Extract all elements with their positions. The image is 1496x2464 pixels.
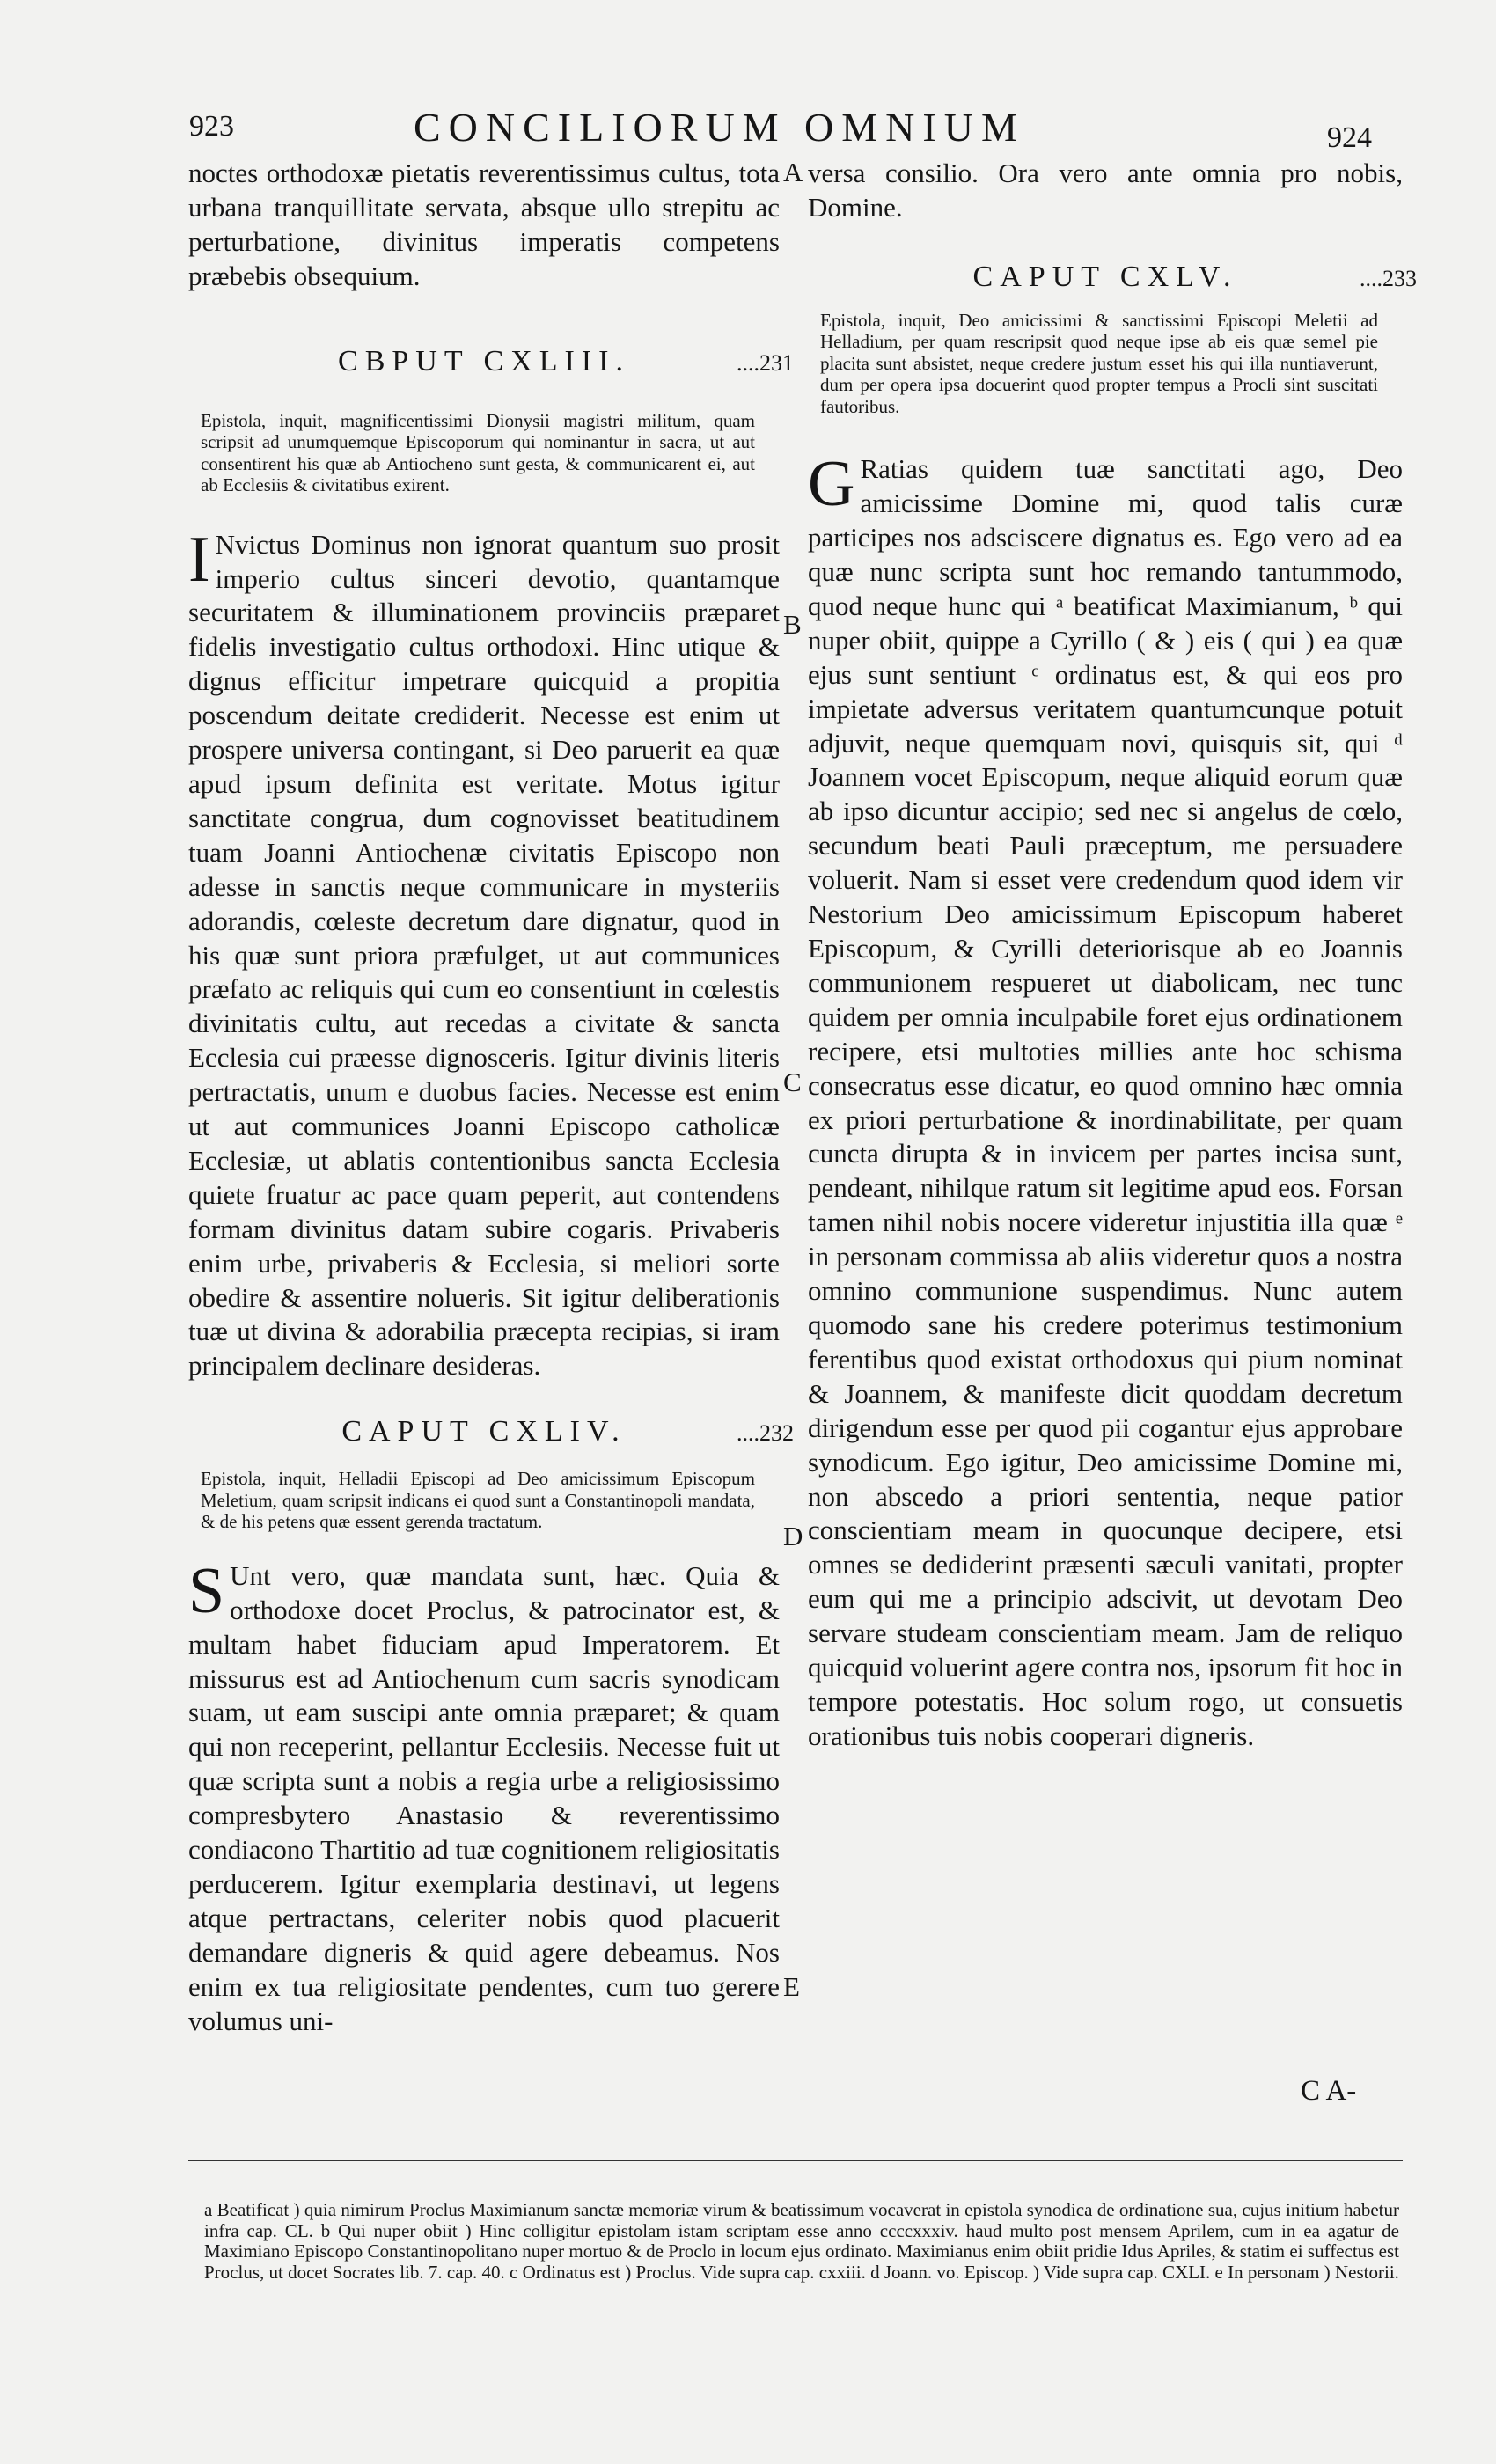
right-column [808,157,1417,1754]
chapter-145-number: ....233 [1360,265,1417,291]
margin-letter-a: A [783,157,803,187]
catchword: C A- [1301,2075,1357,2107]
chapter-143-initial: I [188,523,210,596]
right-intro-text: versa consilio. Ora vero ante omnia pro nobis, Domine. [808,158,1403,223]
left-column-number: 923 [189,110,234,143]
footnotes: a Beatificat ) quia nimirum Proclus Maximianum sanctæ memoriæ virum & beatissimum vocaverat in epistola synodica de ordinatione sua, cujus initium habetur infra cap. CL. b Qui nuper obiit ) Hinc colligitur epistolam istam scriptam esse anno ccccxxxiv. haud multo post mensem Aprilem, cum in ea agatur de Maximiano Episcopo Constantinopolitano nuper mortuo & de Proclo in locum ejus ordinato. Maximianus enim obiit pridie Idus Apriles, & statim ei suffectus est Proclus, ut docet Socrates lib. 7. cap. 40. c Ordinatus est ) Proclus. Vide supra cap. cxxiii. d Joann. vo. Episcop. ) Vide supra cap. CXLI. e In personam ) Nestorii. [204,2199,1399,2283]
chapter-145-heading [808,260,1417,294]
chapter-145-body [808,448,1403,1753]
margin-letter-b: B [783,609,802,640]
margin-letter-c: C [783,1067,802,1097]
chapter-145-text: Ratias quidem tuæ sanctitati ago, Deo amicissime Domine mi, quod talis curæ participes nos adsciscere dignatus es. Ego vero ad ea quæ nunc scripta sunt hoc remando tantummodo, quod neque hunc qui ᵃ beatificat Maximianum, ᵇ qui nuper obiit, quippe a Cyrillo ( & ) eis ( qui ) ea quæ ejus sunt sentiunt ᶜ ordinatus est, & qui eos pro impietate adversus veritatem quantumcunque potuit adjuvit, neque quemquam novi, quisquis sit, qui ᵈ Joannem vocet Episcopum, neque aliquid eorum quæ ab ipso dicuntur accipio; sed nec si angelus de cœlo, secundum beati Pauli præceptum, me persuadere voluerit. Nam si esset vere credendum quod idem vir Nestorium Deo amicissimum Episcopum haberet Episcopum, & Cyrilli deteriorisque ab eo Joannis communionem respueret ut diabolicam, nec tunc quidem per omnia inculpabile foret ejus ordinationem recipere, etsi multoties millies ante hoc schisma consecratus esse dicatur, eo quod omnino hæc omnia ex priori perturbatione & inordinabilitate, per quam cuncta dirupta & in invicem per partes incisa sunt, pendeant, nihilque ratum sit legitime apud eos. Forsan tamen nihil nobis nocere videretur injustitia illa quæ ᵉ in personam commissa ab aliis videretur quos a nostra omnino communione suspendimus. Nunc autem quomodo sane his credere poterimus testimonium ferentibus quod existat orthodoxus qui pium nominat & Joannem, & manifeste dicit quoddam decretum dirigendum esse per quod pii cogantur ejus approbare synodicum. Ego igitur, Deo amicissime Domine mi, non abscedo a priori sententia, neque patior conscientiam meam in quocunque decipere, etsi omnes se dediderint præsenti sæculi vanitati, propter eum qui me a principio adscivit, ut devotam Deo servare studeam conscientiam meam. Jam de reliquo quicquid voluerint agere contra nos, ipsorum fit hoc in tempore potestatis. Hoc solum rogo, ut consuetis orationibus tuis nobis cooperari digneris. [808,453,1403,1751]
running-title: CONCILIORUM OMNIUM [414,105,1025,150]
chapter-144-body [188,1554,780,2039]
chapter-145-title: CAPUT CXLV. [972,260,1238,293]
chapter-143-number: ....231 [737,349,794,376]
left-intro-text: noctes orthodoxæ pietatis reverentissimus cultus, tota urbana tranquillitate servata, absque ullo strepitu ac perturbatione, divinitus imperatis competens præbebis obsequium. [188,158,780,291]
chapter-143-text: Nvictus Dominus non ignorat quantum suo prosit imperio cultus sinceri devotio, quantamque securitatem & illuminationem provinciis præparet fidelis investigatio cultus orthodoxi. Hinc utique & dignus efficitur impetrare quicquid a propitia poscendum deitate crediderit. Necesse est enim ut prospere universa contingant, si Deo paruerit ea quæ apud ipsum definita est veritate. Motus igitur sanctitate congrua, dum cognovisset beatitudinem tuam Joanni Antiochenæ civitatis Episcopo non adesse in sanctis neque communicare in mysteriis adorandis, cœleste decretum dare dignatur, quod in his quæ sunt priora præfulget, ut aut communices præfato ac reliquis qui cum eo consentiunt in cœlestis divinitatis cultu, aut recedas a civitate & sancta Ecclesia cui præesse dignosceris. Igitur divinis literis pertractatis, unum e duobus facies. Necesse est enim ut aut communices Joanni Episcopo catholicæ Ecclesiæ, ut ablatis contentionibus sancta Ecclesia quiete fruatur ac pace quam peperit, aut contendens formam divinitus datam subire cogaris. Privaberis enim urbe, privaberis & Ecclesia, si meliori sorte obedire & assentire nolueris. Sit igitur deliberationis tuæ ut divina & adorabilia præcepta recipias, si iram principalem declinare desideras. [188,528,780,1382]
chapter-144-number: ....232 [737,1420,794,1447]
chapter-143-summary: Epistola, inquit, magnificentissimi Dionysii magistri militum, quam scripsit ad unumquemque Episcoporum qui nominantur in sacra, ut aut consentirent his quæ ab Antiocheno sunt gesta, & communicarent ei, aut ab Ecclesiis & civitatibus exirent. [201,409,755,496]
chapter-144-title: CAPUT CXLIV. [341,1415,627,1448]
left-column [188,157,794,2038]
margin-letter-d: D [783,1521,803,1551]
chapter-144-heading [188,1415,794,1448]
footnote-rule [188,2160,1403,2161]
right-column-number: 924 [1327,121,1372,154]
chapter-144-summary: Epistola, inquit, Helladii Episcopi ad Deo amicissimum Episcopum Meletium, quam scripsit indicans ei quod sunt a Constantinopoli mandata, & de his petens quæ essent gerenda tractatum. [201,1468,755,1533]
chapter-144-text: Unt vero, quæ mandata sunt, hæc. Quia & orthodoxe docet Proclus, & patrocinator est, & multam habet fiduciam apud Imperatorem. Et missurus est ad Antiochenum cum sacris synodicam suam, ut eam suscipi ante omnia præparet; & quam qui non receperint, pellantur Ecclesiis. Necesse fuit ut quæ scripta sunt a nobis a regia urbe a religiosissimo compresbytero Anastasio & reverentissimo condiacono Thartitio ad tuæ cognitionem religiositatis perducerem. Igitur exemplaria destinavi, ut legens atque pertractans, celeriter nobis quod placuerit demandare digneris & quid agere debeamus. Nos enim ex tua religiositate pendentes, cum tuo gerere volumus uni- [188,1559,780,2036]
chapter-145-summary: Epistola, inquit, Deo amicissimi & sanctissimi Episcopi Meletii ad Helladium, per quam rescripsit quod neque ipse ab eis quæ semel pie placita sunt absistet, neque credere justum esset his qui illa nuntiaverunt, dum per opera ipsa docuerint quod propter tempus a Procli sint suscitati fautoribus. [820,309,1378,417]
chapter-143-heading [188,344,794,378]
chapter-145-initial: G [808,448,855,521]
chapter-144-initial: S [188,1554,225,1627]
chapter-143-title: CBPUT CXLIII. [338,344,630,378]
chapter-143-body [188,523,780,1384]
margin-letter-e: E [783,1971,800,2002]
